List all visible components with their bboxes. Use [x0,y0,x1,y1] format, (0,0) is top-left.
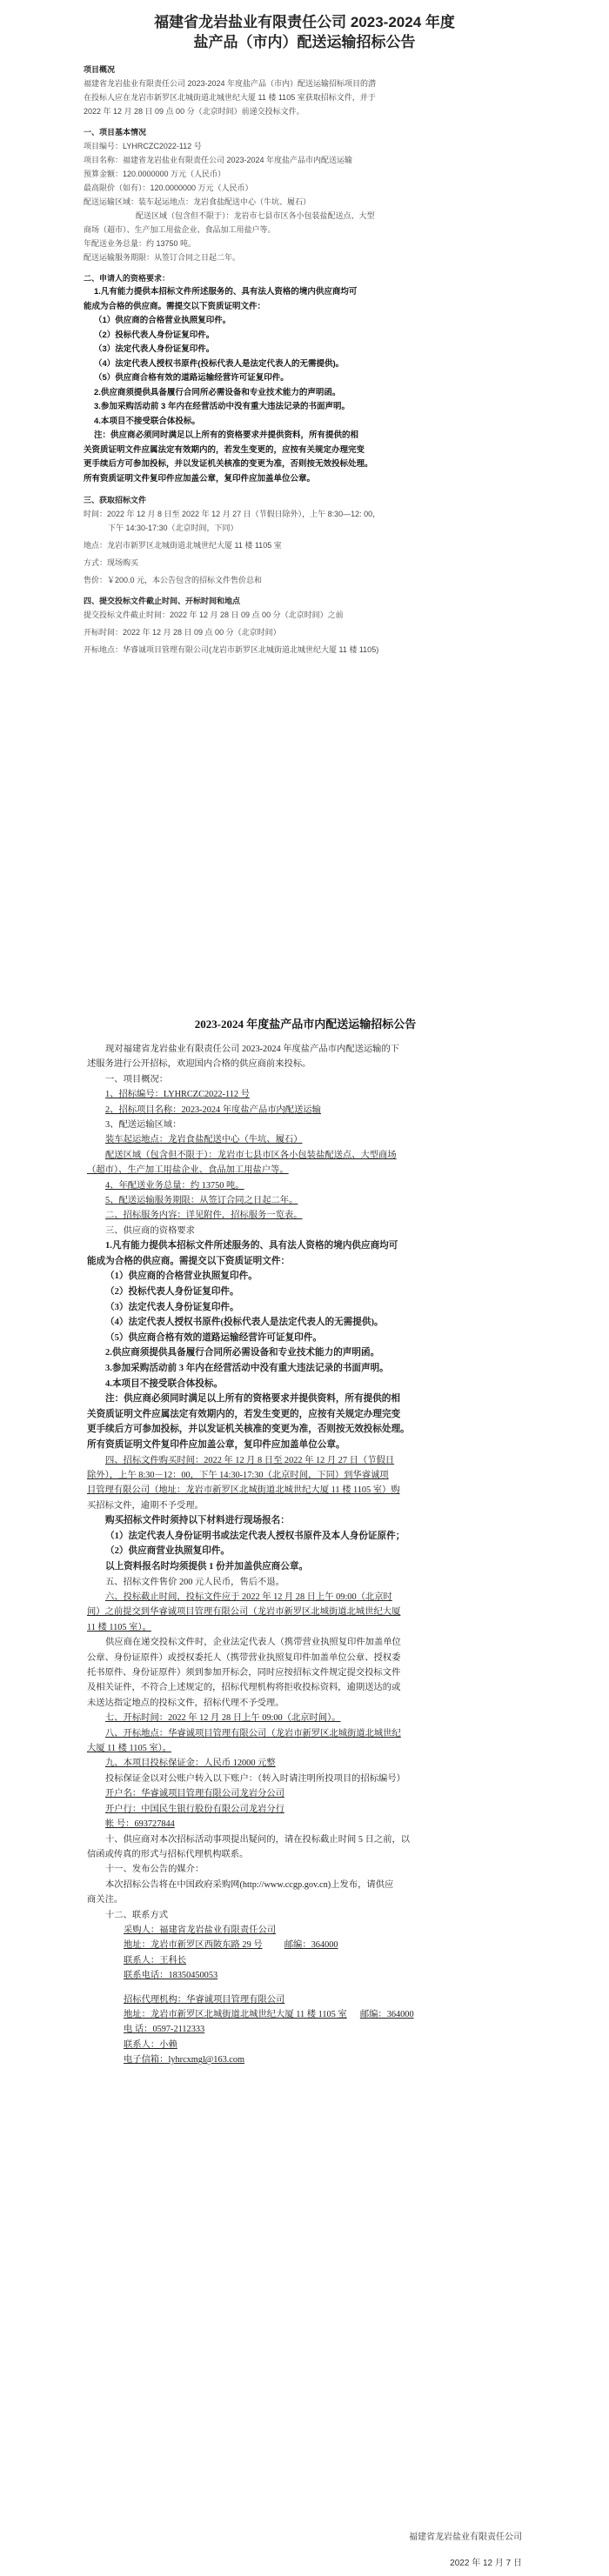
overview-text: 福建省龙岩盐业有限责任公司 2023-2024 年度盐产品（市内）配送运输招标项目的潜 [84,79,377,88]
doc-qual-line: 4.本项目不接受联合体投标。 [105,1378,224,1389]
item-4: 买招标文件，逾期不予受理。 [87,1500,204,1511]
qualification-line: 3.参加采购活动前 3 年内在经营活动中没有重大违法记录的书面声明。 [94,402,350,411]
item-1-5: 5、配送运输服务期限：从签订合同之日起二年。 [105,1196,298,1206]
open-time: 开标时间：2022 年 12 月 28 日 09 点 00 分（北京时间） [84,628,281,637]
qualification-line: （2）投标代表人身份证复印件。 [94,330,215,340]
doc-title: 2023-2024 年度盐产品市内配送运输招标公告 [194,1018,417,1031]
qualification-line: 所有资质证明文件复印件应加盖公章，复印件应加盖单位公章。 [84,473,316,484]
buyer-address-row [87,1938,524,1952]
basic-info-line: 商场（超市）、生产加工用盐企业、食品加工用盐户等。 [84,225,276,234]
deadline-heading: 四、提交投标文件截止时间、开标时间和地点 [84,597,241,605]
qualification-line: （3）法定代表人身份证复印件。 [94,344,215,354]
basic-info-line: 配送运输服务期限：从签订合同之日起二年。 [84,253,241,262]
item-9-note: 投标保证金以对公账户转入以下账户：（转入时请注明所投项目的招标编号） [105,1773,405,1784]
agent-email: 电子信箱：lyhrcxmgl@163.com [124,2055,245,2065]
doc-qual-line: 能成为合格的供应商。需提交以下资质证明文件： [87,1256,291,1266]
agent-contact: 联系人：小赖 [124,2039,177,2050]
basic-info-line: 最高限价（如有）：120.0000000 万元（人民币） [84,184,253,192]
item-8: 大厦 11 楼 1105 室）。 [87,1744,172,1754]
agent-zip: 邮编：364000 [359,2009,414,2019]
agent-address: 地址：龙岩市新罗区北城街道北城世纪大厦 11 楼 1105 室 [124,2009,347,2019]
signature-date: 2022 年 12 月 7 日 [450,2559,522,2568]
item-1-1: 1、招标编号：LYHRCZC2022-112 号 [105,1090,250,1100]
basic-info-line: 配送区域（包含但不限于）：龙岩市七县市区各小包装盐配送点、大型 [136,211,375,220]
doc-intro: 述服务进行公开招标，欢迎国内合格的供应商前来投标。 [87,1059,311,1070]
item-6-note: 及相关证件，不符合上述规定的，招标代理机构将拒收投标资料，逾期送达的或 [87,1683,401,1693]
item-8: 八、开标地点：华睿诚项目管理有限公司（龙岩市新罗区北城街道北城世纪 [105,1728,401,1738]
doc-qual-line: （1）供应商的合格营业执照复印件。 [105,1271,258,1282]
basic-info-line: 预算金额：120.0000000 万元（人民币） [84,170,226,178]
item-6-note: 公章、身份证原件）或授权委托人（携带营业执照复印件加盖单位公章、授权委 [87,1652,401,1663]
obtain-method: 方式：现场购买 [84,558,139,567]
doc-qual-line: 关资质证明文件应属法定有效期内的，若发生变更的，应按有关规定办理完变 [87,1409,401,1419]
overview-text: 2022 年 12 月 28 日 09 点 00 分（北京时间）前递交投标文件。 [84,107,304,116]
account-number: 帐 号：693727844 [105,1819,175,1830]
signature-org: 福建省龙岩盐业有限责任公司 [409,2533,522,2542]
doc-intro: 现对福建省龙岩盐业有限责任公司 2023-2024 年度盐产品市内配送运输的下 [105,1044,400,1054]
item-11-text: 本次招标公告将在中国政府采购网(http://www.ccgp.gov.cn)上发布，请供应 [105,1879,394,1890]
qualification-line: 能成为合格的供应商。需提交以下资质证明文件： [84,301,266,311]
item-4: 目管理有限公司（地址：龙岩市新罗区北城街道北城世纪大厦 11 楼 1105 室）购 [87,1485,400,1496]
doc-qual-line: 所有资质证明文件复印件应加盖公章，复印件应加盖单位公章。 [87,1440,345,1450]
buy-material: （2）供应商营业执照复印件。 [105,1546,231,1557]
doc-qual-line: （3）法定代表人身份证复印件。 [105,1302,239,1312]
buyer-phone: 联系电话：18350450053 [124,1971,218,1981]
formal-document [87,1016,524,2068]
qualification-line: （4）法定代表人授权书原件(投标代表人是法定代表人的无需提供)。 [94,358,345,369]
doc-qual-line: 2.供应商须提供具备履行合同所必需设备和专业技术能力的声明函。 [105,1348,380,1358]
doc-qual-line: 3.参加采购活动前 3 年内在经营活动中没有重大违法记录的书面声明。 [105,1364,389,1374]
item-6-note: 供应商在递交投标文件时，企业法定代表人（携带营业执照复印件加盖单位 [105,1638,401,1648]
item-6: 六、投标截止时间，投标文件应于 2022 年 12 月 28 日上午 09:00（北京时 [105,1592,392,1602]
item-6-note: 未送达指定地点的投标文件，招标代理不予受理。 [87,1698,284,1708]
qualification-line: 1.凡有能力提供本招标文件所述服务的、具有法人资格的境内供应商均可 [94,287,358,297]
basic-info-heading: 一、项目基本情况 [84,128,147,137]
agent-name: 招标代理机构：华睿诚项目管理有限公司 [124,1994,285,2005]
item-11: 十一、发布公告的媒介： [105,1865,204,1875]
qualification-line: 更手续后方可参加投标，并以发证机关核准的变更为准，否则按无效投标处理。 [84,459,373,469]
basic-info-line: 项目名称：福建省龙岩盐业有限责任公司 2023-2024 年度盐产品市内配送运输 [84,156,353,164]
agent-tel: 电 话：0597-2112333 [124,2025,205,2035]
doc-qual-line: （2）投标代表人身份证复印件。 [105,1287,239,1298]
agent-address-row [87,2007,524,2022]
qualification-line: 关资质证明文件应属法定有效期内的，若发生变更的，应按有关规定办理完变 [84,444,365,455]
item-1-3a: 装车起运地点：龙岩食盐配送中心（牛坑、履石） [105,1135,303,1145]
open-place: 开标地点：华睿诚项目管理有限公司(龙岩市新罗区北城街道北城世纪大厦 11 楼 1105) [84,645,379,654]
buyer-zip: 邮编：364000 [284,1940,338,1951]
basic-info-line: 配送运输区域：装车起运地点：龙岩食盐配送中心（牛坑、履石） [84,197,311,206]
qualification-line: 4.本项目不接受联合体投标。 [94,416,200,426]
web-notice [84,12,525,657]
account-name: 开户名：华睿诚项目管理有限公司龙岩分公司 [105,1789,284,1799]
item-9: 九、本项目投标保证金：人民币 12000 元整 [105,1758,276,1769]
item-1-3c: （超市）、生产加工用盐企业、食品加工用盐户等。 [87,1165,289,1176]
buyer-contact: 联系人：王科长 [124,1955,187,1965]
web-title [84,12,525,52]
item-1-3b: 配送区域（包含但不限于）：龙岩市七县市区各小包装盐配送点、大型商场 [105,1150,397,1160]
item-1-2: 2、招标项目名称：2023-2024 年度盐产品市内配送运输 [105,1104,321,1115]
account-bank: 开户行：中国民生银行股份有限公司龙岩分行 [105,1804,284,1814]
item-3: 三、供应商的资格要求 [105,1225,195,1236]
qualification-heading: 二、申请人的资格要求： [84,274,171,283]
item-6-note: 托书原件、身份证原件）须到参加开标会，同时应按招标文件规定提交投标文件 [87,1668,401,1678]
web-title-line1: 福建省龙岩盐业有限责任公司 2023-2024 年度 [154,14,455,30]
item-6: 间）之前提交到华睿诚项目管理有限公司（龙岩市新罗区北城街道北城世纪大厦 [87,1607,401,1618]
item-4: 四、招标文件购买时间：2022 年 12 月 8 日至 2022 年 12 月 27 日（节假日 [105,1455,395,1465]
item-1: 一、项目概况： [105,1074,169,1084]
buy-material: （1）法定代表人身份证明书或法定代表人授权书原件及本人身份证原件； [105,1531,405,1541]
buyer-name: 采购人：福建省龙岩盐业有限责任公司 [124,1925,277,1935]
doc-qual-line: 更手续后方可参加投标，并以发证机关核准的变更为准，否则按无效投标处理。 [87,1425,410,1435]
qualification-line: 注：供应商必须同时满足以上所有的资格要求并提供资料，所有提供的相 [94,430,359,440]
web-title-line2: 盐产品（市内）配送运输招标公告 [193,34,416,50]
doc-qual-line: （4）法定代表人授权书原件(投标代表人是法定代表人的无需提供)。 [105,1318,384,1328]
item-11-text: 商关注。 [87,1895,124,1905]
obtain-time: 时间：2022 年 12 月 8 日至 2022 年 12 月 27 日（节假日除外），上午 8:30—12: 00， [84,510,381,518]
buy-materials-heading: 购买招标文件时须持以下材料进行现场报名： [105,1516,290,1526]
obtain-time-afternoon: 下午 14:30-17:30（北京时间，下同） [108,524,238,532]
obtain-place: 地点：龙岩市新罗区北城街道北城世纪大厦 11 楼 1105 室 [84,541,282,550]
overview-heading: 项目概况 [84,65,116,74]
qualification-line: 2.供应商须提供具备履行合同所必需设备和专业技术能力的声明函。 [94,387,341,397]
item-4: 除外），上午 8:30－12：00，下午 14:30-17:30（北京时间，下同）到华睿诚项 [87,1471,389,1480]
item-10: 信函或传真的形式与招标代理机构联系。 [87,1849,249,1859]
doc-qual-line: （5）供应商合格有效的道路运输经营许可证复印件。 [105,1332,322,1343]
item-2: 二、招标服务内容：详见附件，招标服务一览表。 [105,1211,303,1221]
doc-qual-line: 注：供应商必须同时满足以上所有的资格要求并提供资料，所有提供的相 [105,1394,400,1405]
item-7: 七、开标时间：2022 年 12 月 28 日上午 09:00（北京时间）。 [105,1713,341,1724]
submit-deadline: 提交投标文件截止时间：2022 年 12 月 28 日 09 点 00 分（北京时间）之前 [84,611,344,619]
obtain-price: 售价：￥200.0 元，本公告包含的招标文件售价总和 [84,576,263,584]
item-6: 11 楼 1105 室）。 [87,1622,151,1632]
obtain-docs-heading: 三、获取招标文件 [84,496,147,504]
buyer-address: 地址：龙岩市新罗区西陂东路 29 号 [124,1940,263,1951]
item-10: 十、供应商对本次招标活动事项提出疑问的，请在投标截止时间 5 日之前，以 [105,1834,411,1845]
qualification-line: （5）供应商合格有效的道路运输经营许可证复印件。 [94,373,289,383]
item-1-3: 3、配送运输区域： [105,1120,182,1131]
basic-info-line: 项目编号：LYHRCZC2022-112 号 [84,142,202,150]
qualification-line: （1）供应商的合格营业执照复印件。 [94,316,231,325]
overview-text: 在投标人应在龙岩市新罗区北城街道北城世纪大厦 11 楼 1105 室获取招标文件，并于 [84,93,376,102]
doc-qual-line: 1.凡有能力提供本招标文件所述服务的、具有法人资格的境内供应商均可 [105,1241,398,1251]
buy-material-note: 以上资料报名时均须提供 1 份并加盖供应商公章。 [105,1562,309,1572]
basic-info-line: 年配送业务总量：约 13750 吨。 [84,239,197,248]
item-1-4: 4、年配送业务总量：约 13750 吨。 [105,1180,244,1191]
item-12: 十二、联系方式 [105,1910,169,1920]
item-5: 五、招标文件售价 200 元人民币，售后不退。 [105,1577,284,1587]
